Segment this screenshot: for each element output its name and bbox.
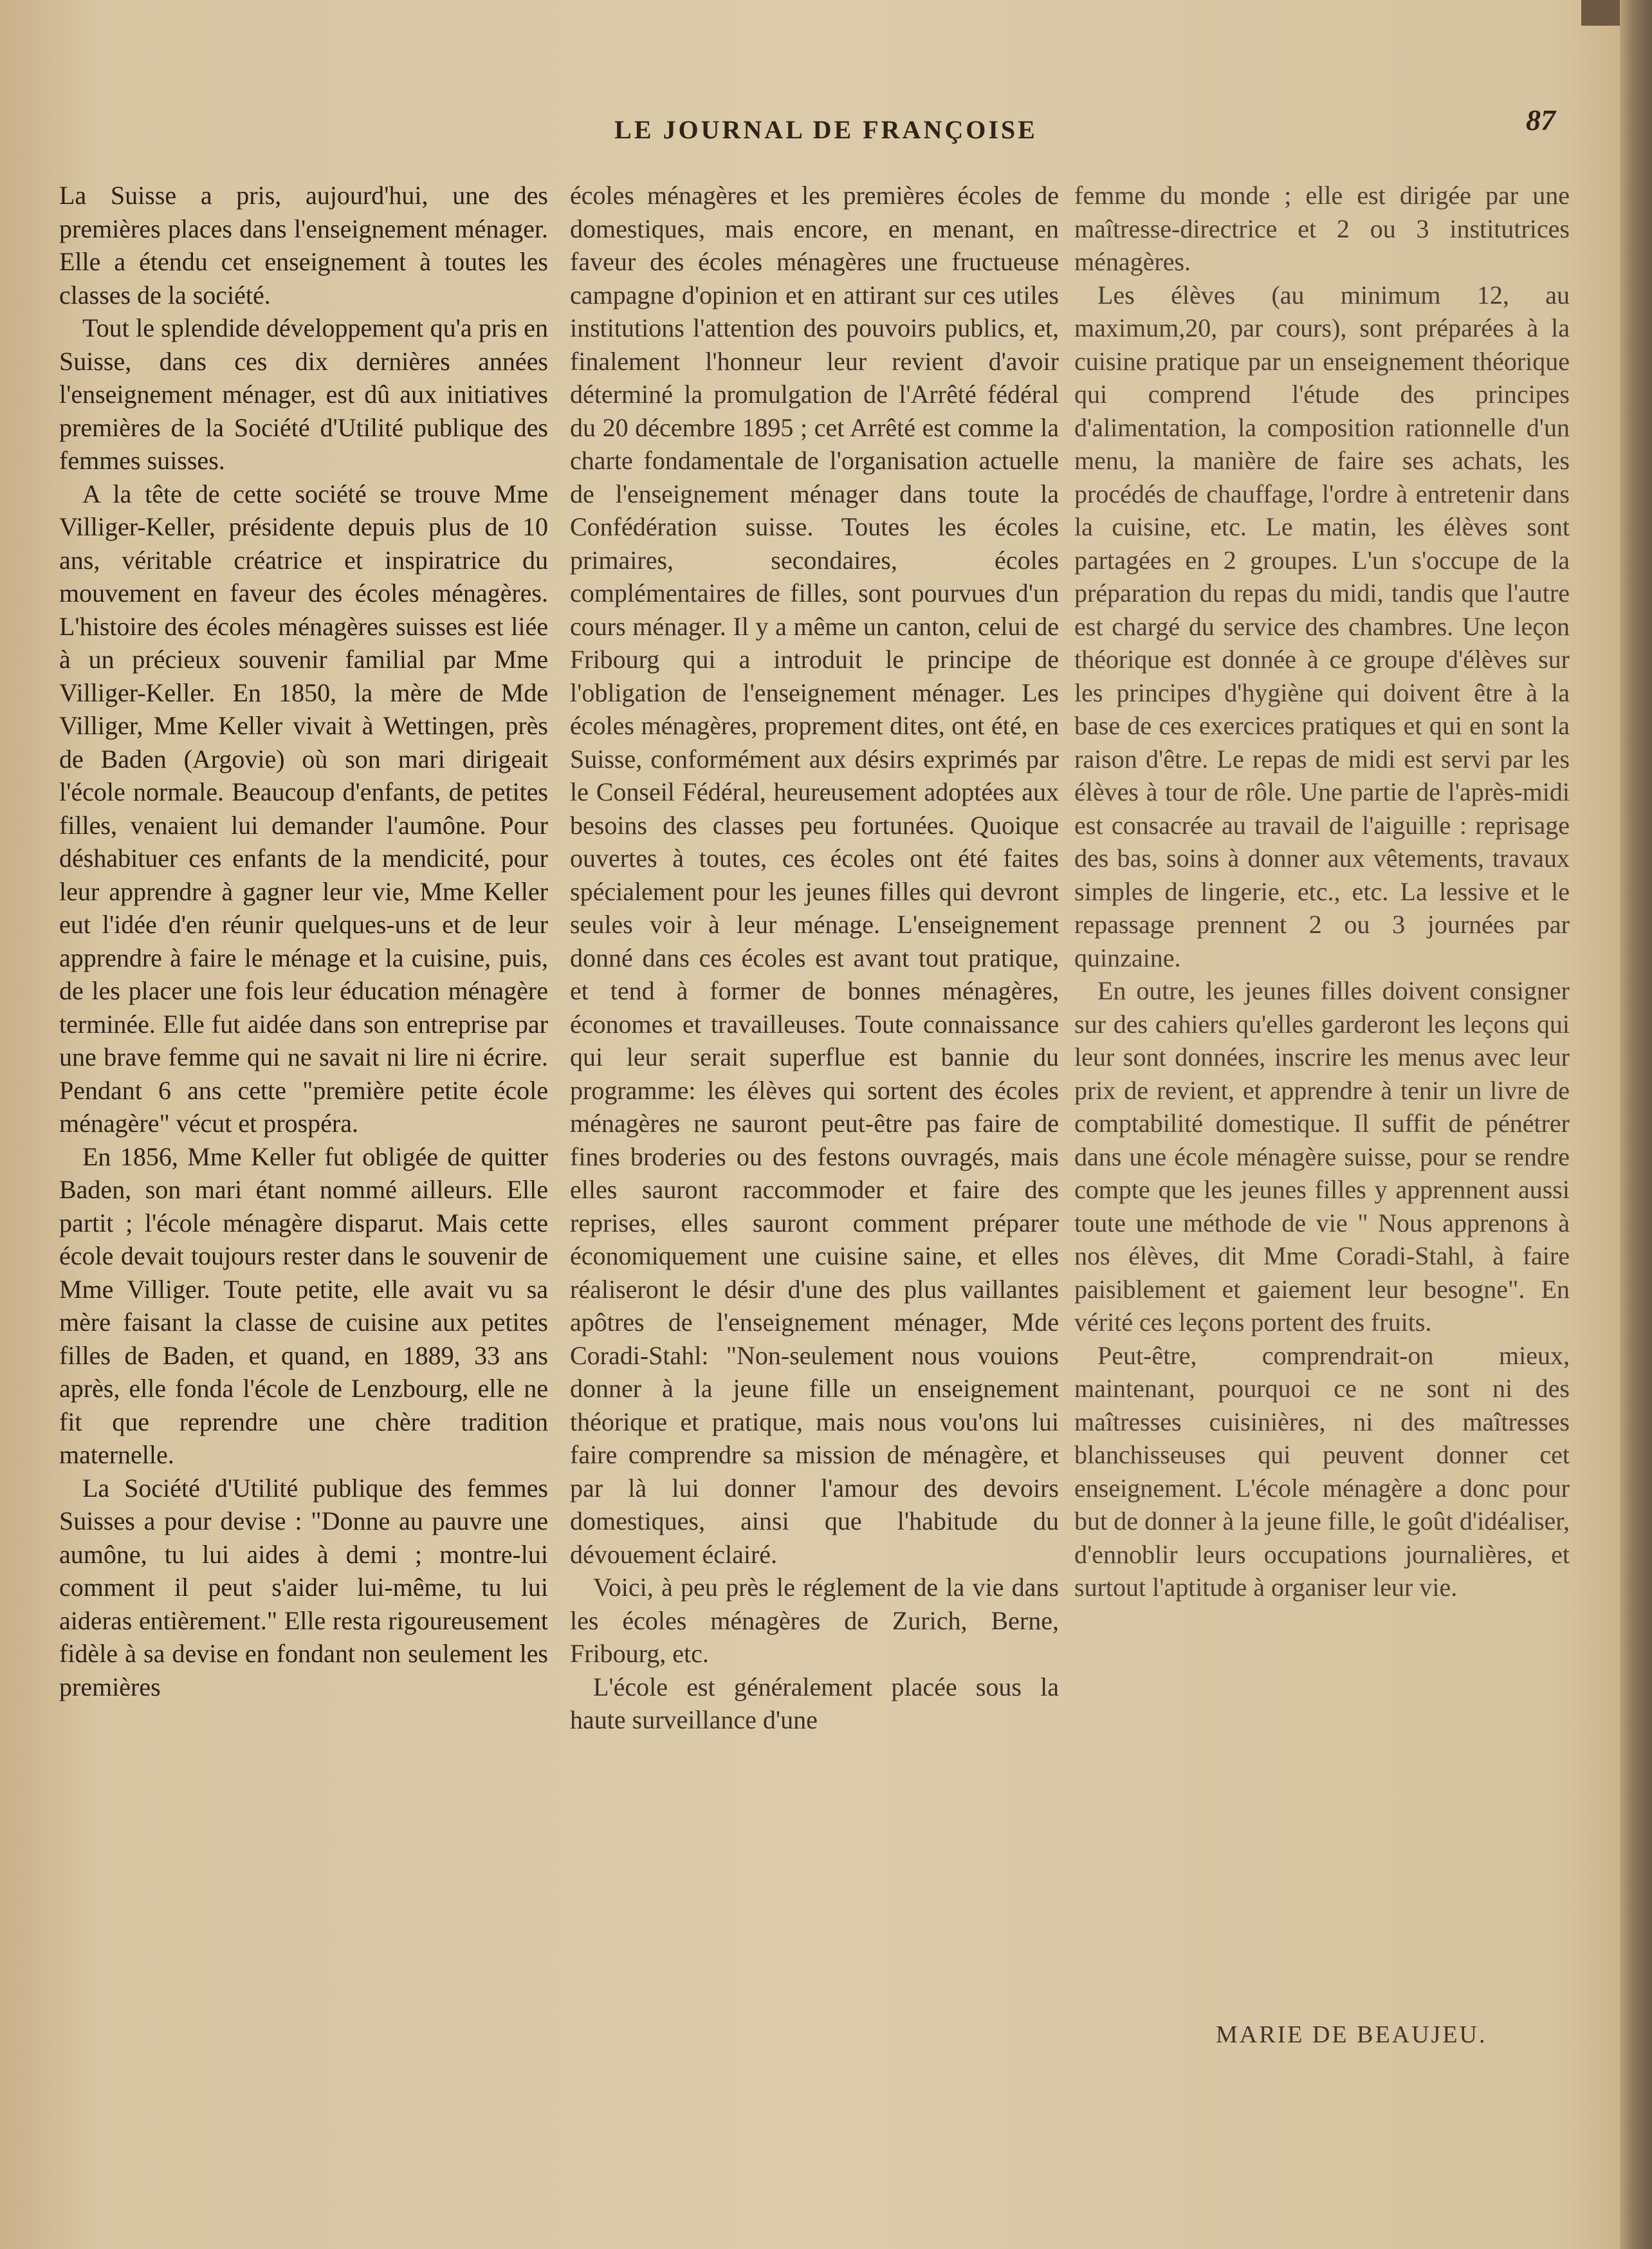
paragraph: femme du monde ; elle est dirigée par une maîtresse-directrice et 2 ou 3 institutrices ménagères. [1074,181,1570,276]
author-signature: MARIE DE BEAUJEU. [1216,2021,1487,2048]
column-1 [59,179,548,1703]
paragraph: écoles ménagères et les premières écoles de domestiques, mais encore, en menant, en faveur des écoles ménagères une fructueuse campagne d'opinion et en attirant sur ces utiles institutions l'attention des pouvoirs publics, et, finalement l'honneur leur revient d'avoir déterminé la promulgation de l'Arrêté fédéral du 20 décembre 1895 ; cet Arrêté est comme la charte fondamentale de l'organisation actuelle de l'enseignement ménager dans toute la Confédération suisse. Toutes les écoles primaires, secondaires, écoles complémentaires de filles, sont pourvues d'un cours ménager. Il y a même un canton, celui de Fribourg qui a introduit le principe de l'obligation de l'enseignement ménager. Les écoles ménagères, proprement dites, ont été, en Suisse, conformément aux désirs exprimés par le Conseil Fédéral, heureusement adoptées aux besoins des classes peu fortunées. Quoique ouvertes à toutes, ces écoles ont été faites spécialement pour les jeunes filles qui devront seules voir à leur ménage. L'enseignement donné dans ces écoles est avant tout pratique, et tend à former de bonnes ménagères, économes et travailleuses. Toute connaissance qui leur serait superflue est bannie du programme: les élèves qui sortent des écoles ménagères ne sauront peut-être pas faire de fines broderies ou des festons ouvragés, mais elles sauront raccommoder et faire des reprises, elles sauront comment préparer économiquement une cuisine saine, et elles réaliseront le désir d'une des plus vaillantes apôtres de l'enseignement ménager, Mde Coradi-Stahl: "Non-seulement nous vouions donner à la jeune fille un enseignement théorique et pratique, mais nous vou'ons lui faire comprendre sa mission de ménagère, et par là lui donner l'amour des devoirs domestiques, ainsi que l'habitude du dévouement éclairé. [570,181,1059,1569]
paragraph: Tout le splendide développement qu'a pris en Suisse, dans ces dix dernières années l'enseignement ménager, est dû aux initiatives premières de la Société d'Utilité publique des femmes suisses. [59,313,548,475]
paragraph: Voici, à peu près le réglement de la vie dans les écoles ménagères de Zurich, Berne, Fribourg, etc. [570,1573,1059,1668]
paragraph: La Suisse a pris, aujourd'hui, une des premières places dans l'enseignement ménager. Elle a étendu cet enseignement à toutes les classes de la société. [59,181,548,310]
page-edge [1620,0,1652,2249]
column-2 [570,179,1059,1737]
paragraph: La Société d'Utilité publique des femmes Suisses a pour devise : "Donne au pauvre une aumône, tu lui aides à demi ; montre-lui comment il peut s'aider lui-même, tu lui aideras entièrement." Elle resta rigoureusement fidèle à sa devise en fondant non seulement les premières [59,1473,548,1701]
page-edge-shadow [1581,0,1620,26]
paragraph: Les élèves (au minimum 12, au maximum,20, par cours), sont préparées à la cuisine pratique par un enseignement théorique qui comprend l'étude des principes d'alimentation, la composition rationnelle d'un menu, la manière de faire ses achats, les procédés de chauffage, l'ordre à entretenir dans la cuisine, etc. Le matin, les élèves sont partagées en 2 groupes. L'un s'occupe de la préparation du repas du midi, tandis que l'autre est chargé du service des chambres. Une leçon théorique est donnée à ce groupe d'élèves sur les principes d'hygiène qui doivent être à la base de ces exercices pratiques et qui en sont la raison d'être. Le repas de midi est servi par les élèves à tour de rôle. Une partie de l'après-midi est consacrée au travail de l'aiguille : reprisage des bas, soins à donner aux vêtements, travaux simples de lingerie, etc., etc. La lessive et le repassage prennent 2 ou 3 journées par quinzaine. [1074,280,1570,972]
column-3 [1074,179,1570,1604]
page-number: 87 [1526,104,1556,136]
paragraph: L'école est généralement placée sous la haute surveillance d'une [570,1672,1059,1734]
paragraph: En 1856, Mme Keller fut obligée de quitter Baden, son mari étant nommé ailleurs. Elle partit ; l'école ménagère disparut. Mais cette école devait toujours rester dans le souvenir de Mme Villiger. Toute petite, elle avait vu sa mère faisant la classe de cuisine aux petites filles de Baden, et quand, en 1889, 33 ans après, elle fonda l'école de Lenzbourg, elle ne fit que reprendre une chère tradition maternelle. [59,1142,548,1469]
paragraph: A la tête de cette société se trouve Mme Villiger-Keller, présidente depuis plus de 10 ans, véritable créatrice et inspiratrice du mouvement en faveur des écoles ménagères. L'histoire des écoles ménagères suisses est liée à un précieux souvenir familial par Mme Villiger-Keller. En 1850, la mère de Mde Villiger, Mme Keller vivait à Wettingen, près de Baden (Argovie) où son mari dirigeait l'école normale. Beaucoup d'enfants, de petites filles, venaient lui demander l'aumône. Pour déshabituer ces enfants de la mendicité, pour leur apprendre à gagner leur vie, Mme Keller eut l'idée d'en réunir quelques-uns et de leur apprendre à faire le ménage et la cuisine, puis, de les placer une fois leur éducation ménagère terminée. Elle fut aidée dans son entreprise par une brave femme qui ne savait ni lire ni écrire. Pendant 6 ans cette "première petite école ménagère" vécut et prospéra. [59,479,548,1138]
paragraph: En outre, les jeunes filles doivent consigner sur des cahiers qu'elles garderont les leçons qui leur sont données, inscrire les menus avec leur prix de revient, et apprendre à tenir un livre de comptabilité domestique. Il suffit de pénétrer dans une école ménagère suisse, pour se rendre compte que les jeunes filles y apprennent aussi toute une méthode de vie " Nous apprenons à nos élèves, dit Mme Coradi-Stahl, à faire paisiblement et gaiement leur besogne". En vérité ces leçons portent des fruits. [1074,976,1570,1337]
running-head: LE JOURNAL DE FRANÇOISE [614,115,1038,144]
paragraph: Peut-être, comprendrait-on mieux, maintenant, pourquoi ce ne sont ni des maîtresses cuisinières, ni des maîtresses blanchisseuses qui peuvent donner cet enseignement. L'école ménagère a donc pour but de donner à la jeune fille, le goût d'idéaliser, d'ennoblir leurs occupations journalières, et surtout l'aptitude à organiser leur vie. [1074,1340,1570,1602]
